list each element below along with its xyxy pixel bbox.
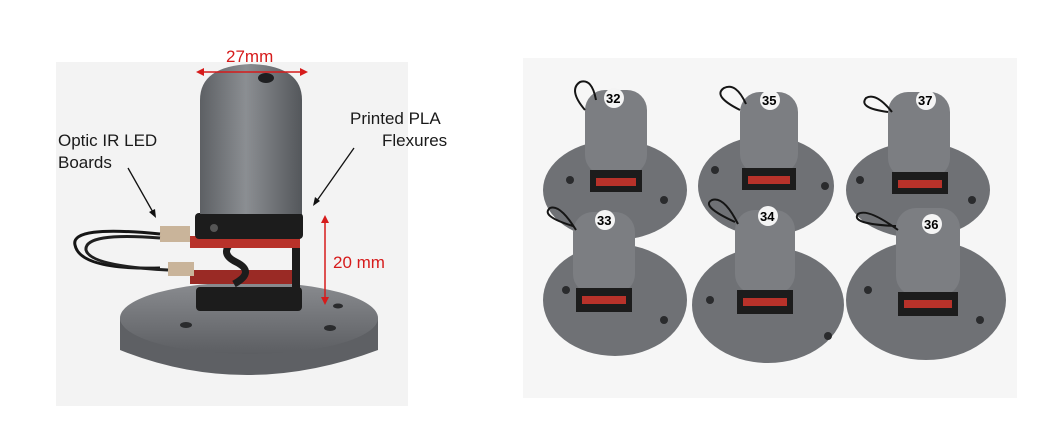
- sensor-id-label: 33: [597, 213, 612, 228]
- lower-black-ring: [196, 287, 302, 311]
- led-wire: [86, 237, 168, 271]
- cap-top-hole: [258, 73, 274, 83]
- sensor-id-label: 36: [924, 217, 939, 232]
- height-dimension-label: 20 mm: [333, 253, 385, 272]
- large-sensor-model: [75, 64, 378, 375]
- sensor-unit-34: [735, 210, 795, 314]
- ring-screw: [210, 224, 218, 232]
- led-boards-label-line1: Optic IR LED: [58, 131, 158, 150]
- sensor-id-label: 35: [762, 93, 777, 108]
- led-boards-label-line2: Boards: [58, 153, 112, 172]
- base-hole: [324, 325, 336, 331]
- base-hole: [333, 304, 343, 309]
- lower-led-connector: [168, 262, 194, 276]
- base-hole: [180, 322, 192, 328]
- sensor-id-label: 34: [760, 209, 775, 224]
- flexures-label-line1: Printed PLA: [350, 109, 441, 128]
- sensor-id-label: 37: [918, 93, 933, 108]
- sensor-id-label: 32: [606, 91, 621, 106]
- flexures-label-line2: Flexures: [382, 131, 448, 150]
- sensor-array-photo: [543, 81, 1006, 363]
- sensor-cap-body: [200, 64, 302, 214]
- width-dimension-label: 27mm: [226, 47, 274, 66]
- upper-led-connector: [160, 226, 190, 242]
